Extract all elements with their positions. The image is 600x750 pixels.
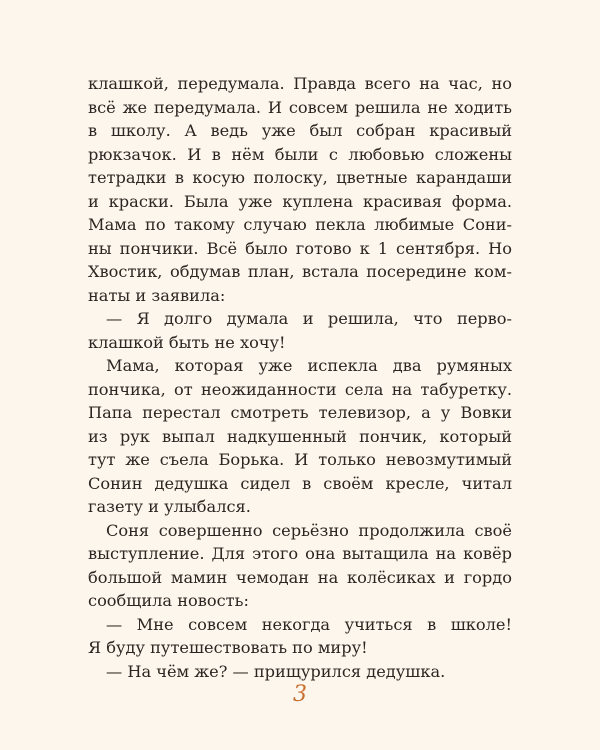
text-line: Мама, которая уже испекла два румяных <box>106 356 512 375</box>
text-line: ны пончики. Всё было готово к 1 сентября. Но <box>88 238 512 258</box>
text-line: клашкой быть не хочу! <box>88 332 286 352</box>
text-line: Мама по такому случаю пекла любимые Сони- <box>88 215 512 234</box>
text-line: из рук выпал надкушенный пончик, который <box>88 426 512 446</box>
text-line: — Мне совсем некогда учиться в школе! <box>106 614 512 634</box>
text-line: тетрадки в косую полоску, цветные карандаши <box>88 168 512 187</box>
text-line: и краски. Была уже куплена красивая форма. <box>88 191 512 211</box>
text-line: пончика, от неожиданности села на табуретку. <box>88 379 512 399</box>
text-line: тут же съела Борька. И только невозмутимый <box>88 450 512 469</box>
text-line: Сонин дедушка сидел в своём кресле, читал <box>88 473 512 493</box>
body-text <box>88 72 512 683</box>
text-line: выступление. Для этого она вытащила на ковёр <box>88 544 512 563</box>
text-line: в школу. А ведь уже был собран красивый <box>88 121 512 140</box>
text-line: Соня совершенно серьёзно продолжила своё <box>106 520 512 540</box>
text-line: газету и улыбался. <box>88 497 251 516</box>
text-line: сообщила новость: <box>88 591 249 610</box>
text-line: клашкой, передумала. Правда всего на час, но <box>88 74 512 93</box>
text-line: всё же передумала. И совсем решила не ходить <box>88 97 512 117</box>
text-line: наты и заявила: <box>88 285 226 305</box>
text-line: рюкзачок. И в нём были с любовью сложены <box>88 144 512 164</box>
text-line: Папа перестал смотреть телевизор, а у Вовки <box>88 403 512 422</box>
text-line: — Я долго думала и решила, что перво- <box>106 309 512 328</box>
page-number: 3 <box>293 682 307 707</box>
text-line: — На чём же? — прищурился дедушка. <box>106 661 446 681</box>
text-line: большой мамин чемодан на колёсиках и гордо <box>88 567 512 587</box>
text-line: Я буду путешествовать по миру! <box>88 638 368 657</box>
text-line: Хвостик, обдумав план, встала посередине ком- <box>88 262 512 281</box>
